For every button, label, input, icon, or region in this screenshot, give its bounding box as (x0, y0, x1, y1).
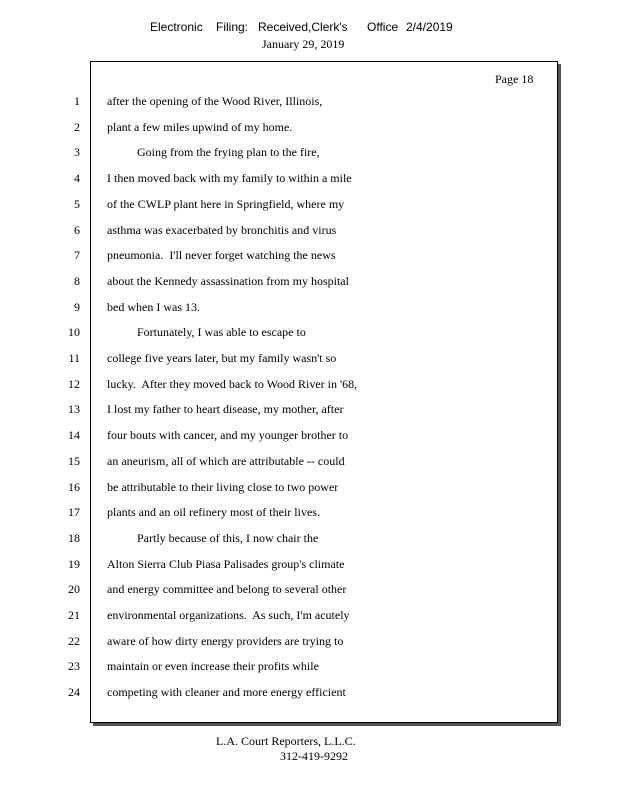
line-number: 14 (68, 428, 80, 443)
hearing-date: January 29, 2019 (262, 37, 345, 51)
line-number: 6 (74, 222, 80, 237)
line-text: pneumonia. I'll never forget watching the news (107, 248, 336, 263)
transcript-line (0, 428, 560, 444)
line-text: asthma was exacerbated by bronchitis and virus (107, 222, 337, 237)
transcript-line (0, 454, 560, 470)
line-number: 22 (68, 633, 80, 648)
line-text: plant a few miles upwind of my home. (107, 119, 293, 134)
transcript-line (0, 351, 560, 367)
line-text: I then moved back with my family to within a mile (107, 171, 352, 186)
line-text: college five years later, but my family wasn't so (107, 351, 337, 365)
line-number: 16 (68, 479, 80, 494)
transcript-line (0, 634, 560, 650)
stamp-date: 2/4/2019 (406, 20, 453, 34)
line-number: 20 (68, 582, 80, 597)
line-number: 1 (74, 94, 80, 108)
line-text: of the CWLP plant here in Springfield, where my (107, 196, 345, 211)
transcript-line (0, 377, 560, 393)
stamp-filing: Filing: (216, 20, 249, 34)
line-number: 18 (68, 530, 80, 545)
transcript-line (0, 685, 560, 701)
line-text: plants and an oil refinery most of their lives. (107, 505, 320, 520)
transcript-line (0, 531, 560, 547)
transcript-line (0, 274, 560, 290)
line-number: 3 (74, 145, 80, 160)
line-number: 7 (74, 248, 80, 263)
transcript-line (0, 197, 560, 213)
line-text: maintain or even increase their profits while (107, 659, 319, 674)
line-number: 23 (68, 659, 80, 674)
transcript-line (0, 659, 560, 675)
line-number: 4 (74, 171, 80, 186)
line-text: Alton Sierra Club Piasa Palisades group's climate (107, 556, 345, 571)
line-number: 5 (74, 196, 80, 211)
line-number: 24 (68, 685, 80, 700)
transcript-line (0, 557, 560, 573)
line-number: 8 (74, 273, 80, 288)
transcript-line (0, 505, 560, 521)
line-number: 2 (74, 119, 80, 134)
transcript-line (0, 223, 560, 239)
transcript-line (0, 325, 560, 341)
line-text: bed when I was 13. (107, 299, 200, 314)
line-number: 11 (68, 351, 80, 365)
transcript-line (0, 582, 560, 598)
transcript-line (0, 171, 560, 187)
line-number: 19 (68, 556, 80, 571)
line-number: 13 (68, 402, 80, 417)
line-text: I lost my father to heart disease, my mother, after (107, 402, 344, 417)
line-text: aware of how dirty energy providers are trying to (107, 633, 344, 648)
transcript-line (0, 248, 560, 264)
stamp-electronic: Electronic (150, 20, 203, 34)
transcript-line (0, 480, 560, 496)
transcript-line (0, 94, 560, 110)
stamp-office: Office (367, 20, 399, 34)
footer-phone: 312-419-9292 (280, 749, 348, 763)
footer-company: L.A. Court Reporters, L.L.C. (216, 734, 356, 748)
transcript-line (0, 402, 560, 418)
line-text: lucky. After they moved back to Wood River in '68, (107, 376, 358, 391)
line-text: four bouts with cancer, and my younger brother to (107, 428, 349, 443)
line-text: Going from the frying plan to the fire, (107, 145, 320, 160)
transcript-line (0, 608, 560, 624)
line-number: 17 (68, 505, 80, 520)
transcript-line (0, 120, 560, 136)
line-number: 9 (74, 299, 80, 314)
line-text: and energy committee and belong to several other (107, 582, 347, 597)
stamp-received: Received,Clerk's (258, 20, 348, 34)
line-text: environmental organizations. As such, I'm acutely (107, 608, 350, 622)
line-number: 10 (68, 325, 80, 340)
line-text: competing with cleaner and more energy efficient (107, 685, 346, 700)
line-text: Fortunately, I was able to escape to (107, 325, 306, 340)
line-text: an aneurism, all of which are attributable -- could (107, 453, 345, 468)
line-text: after the opening of the Wood River, Illinois, (107, 94, 323, 108)
line-text: Partly because of this, I now chair the (107, 530, 319, 545)
line-text: be attributable to their living close to two power (107, 479, 339, 494)
transcript-line (0, 300, 560, 316)
transcript-line (0, 145, 560, 161)
line-number: 12 (68, 376, 80, 391)
line-text: about the Kennedy assassination from my hospital (107, 273, 349, 288)
page-number: Page 18 (495, 72, 534, 86)
line-number: 15 (68, 453, 80, 468)
line-number: 21 (68, 608, 80, 622)
